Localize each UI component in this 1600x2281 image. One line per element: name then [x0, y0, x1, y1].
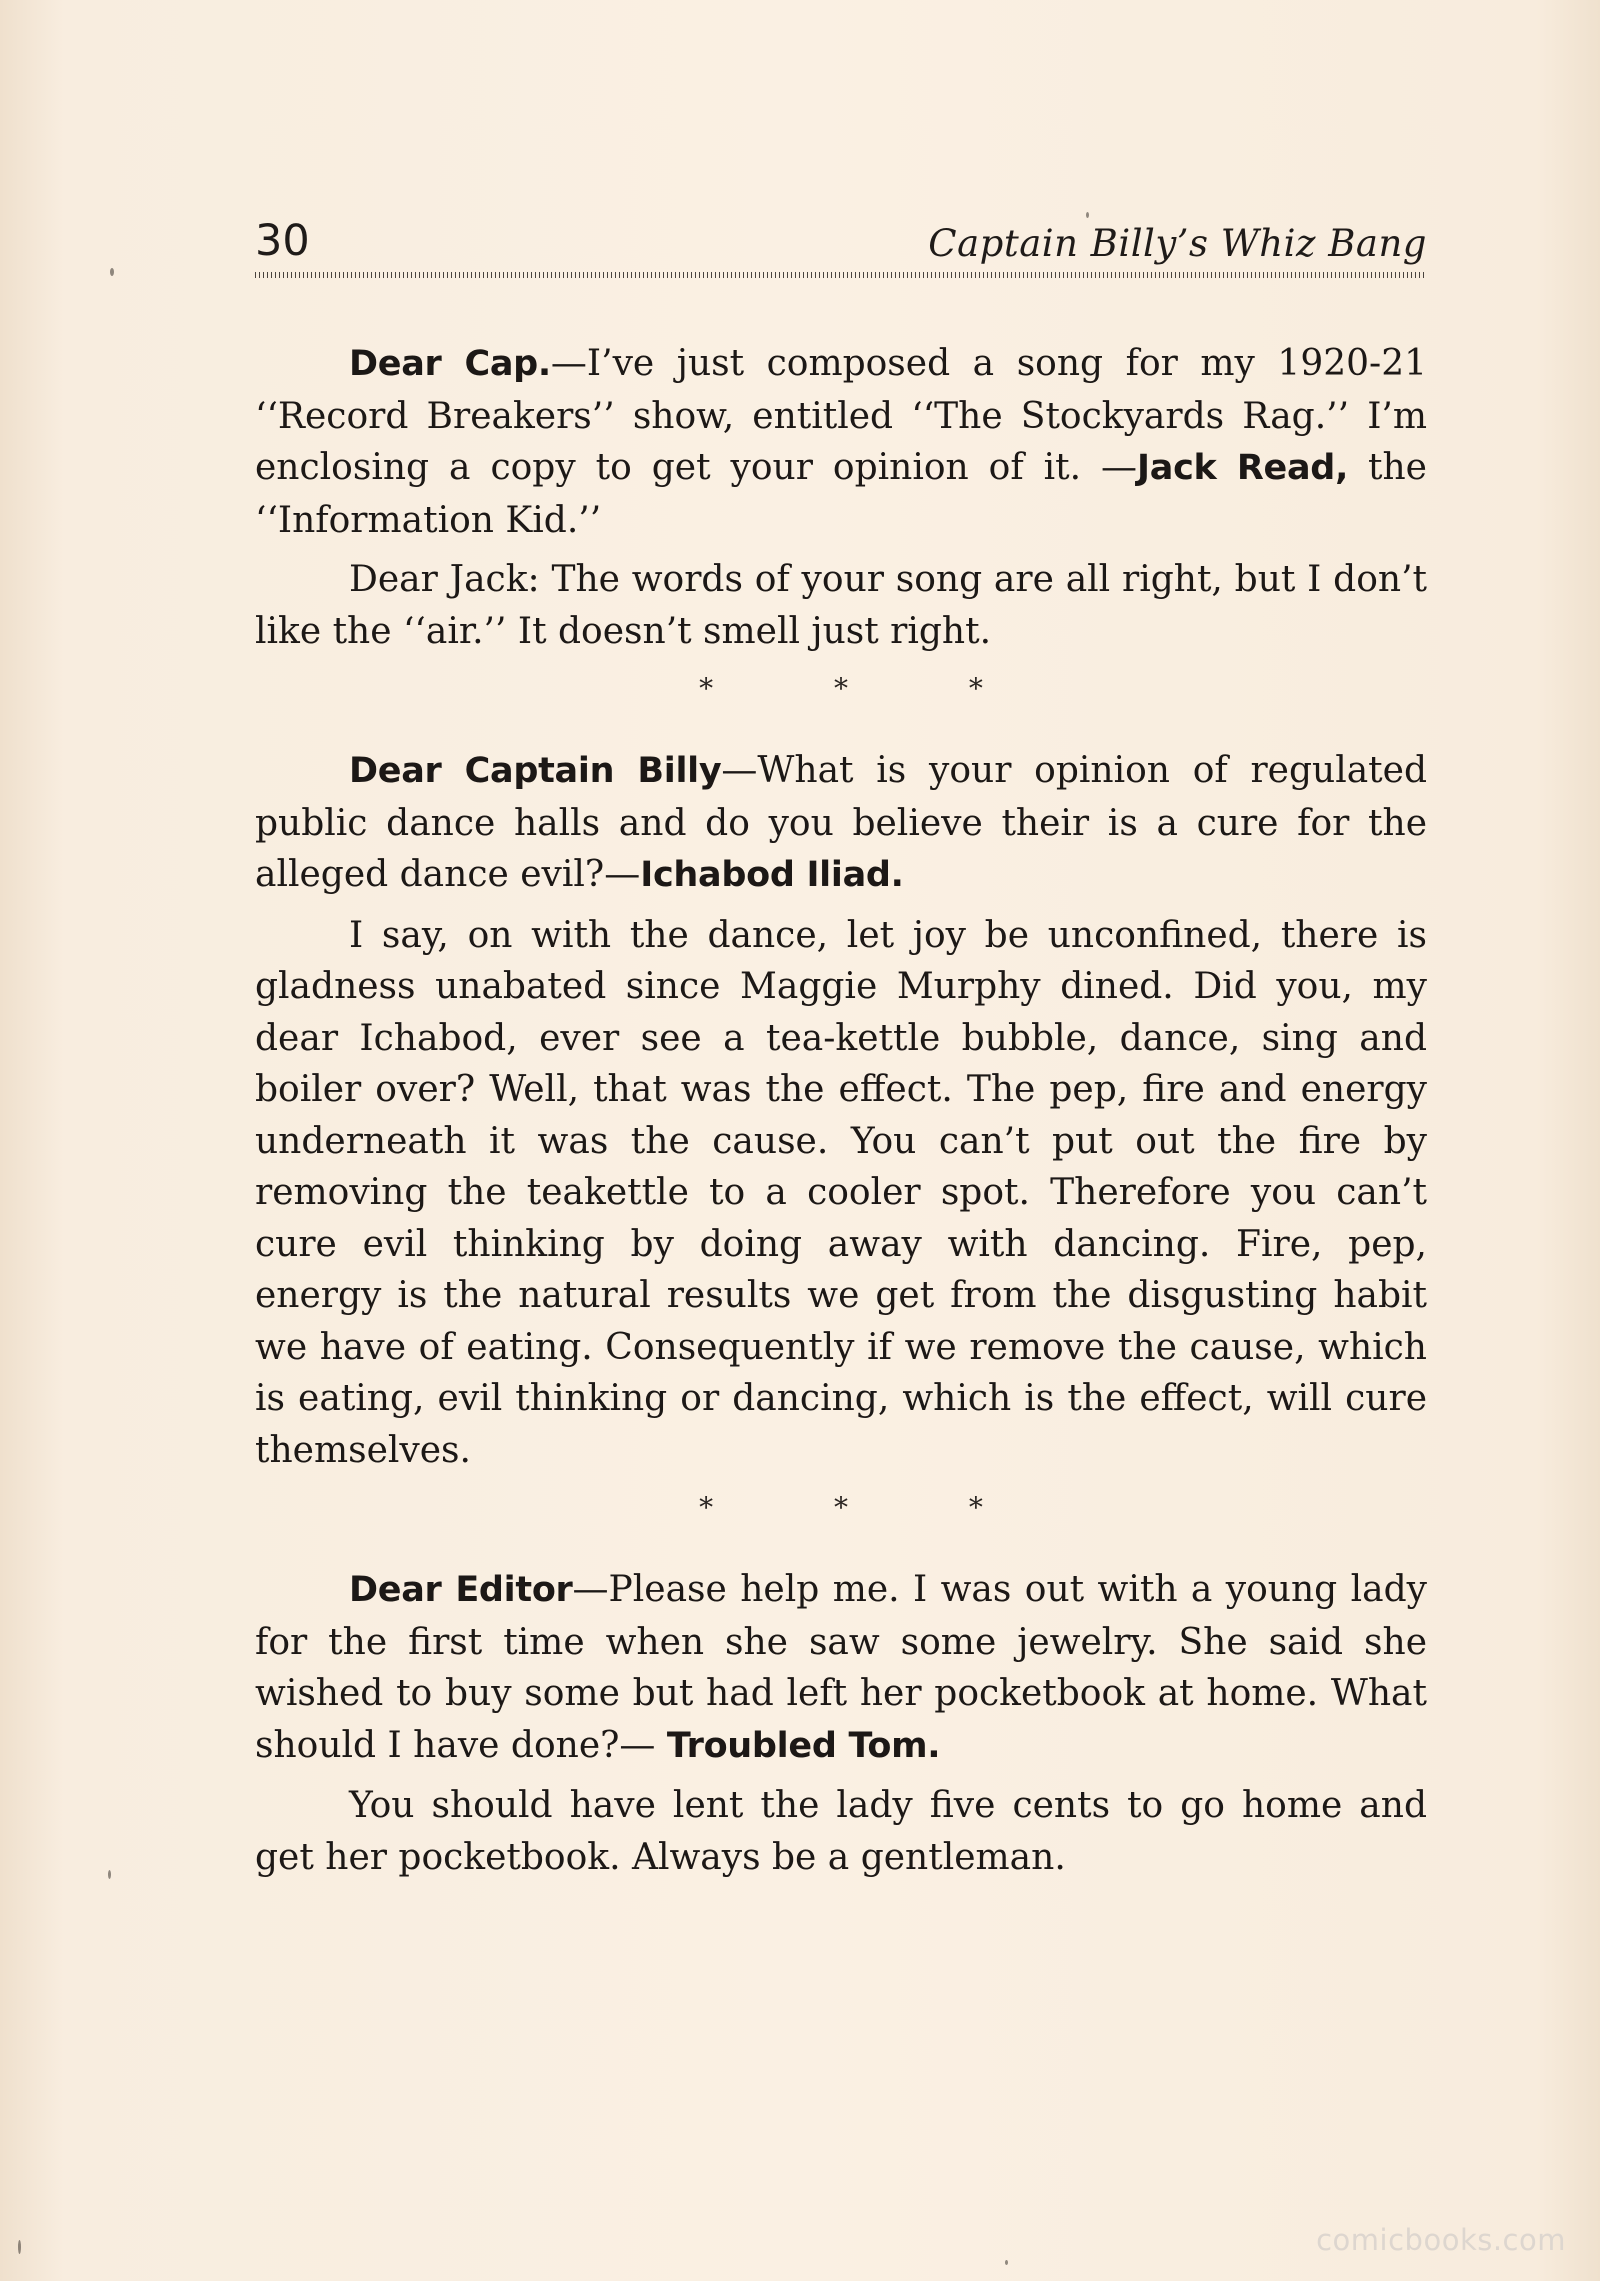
watermark: comicbooks.com	[1316, 2223, 1566, 2257]
paper-speck	[1005, 2260, 1008, 2265]
page-number: 30	[255, 216, 310, 266]
letter-3-body: —Please help me. I was out with a young lady for the first time when she saw some jewelry. She said she wished to buy some but had left her pocketbook at home. What should I have done?—	[255, 1569, 1427, 1766]
page-content	[255, 338, 1427, 1895]
letter-1-signer-suffix: the ‘‘Information Kid.’’	[255, 447, 1427, 541]
letter-3-reply: You should have lent the lady five cents to go home and get her pocketbook. Always be a gentleman.	[255, 1785, 1427, 1878]
letter-1-body: —I’ve just composed a song for my 1920-21 ‘‘Record Breakers’’ show, entitled ‘‘The Stockyards Rag.’’ I’m enclosing a copy to get your opinion of it.	[255, 343, 1428, 488]
header-rule	[255, 272, 1427, 278]
section-separator: * * *	[699, 1491, 1039, 1524]
paper-speck	[18, 2240, 21, 2254]
paper-speck	[1086, 212, 1089, 218]
page-header	[255, 208, 1427, 278]
letter-3-salutation: Dear Editor	[349, 1570, 573, 1610]
letter-2-body: —What is your opinion of regulated public dance halls and do you believe their is a cure for the alleged dance evil?—	[255, 750, 1427, 895]
section-separator: * * *	[699, 672, 1039, 705]
letter-3	[255, 1564, 1427, 1772]
letter-2-reply: I say, on with the dance, let joy be unconfined, there is gladness unabated since Maggie Murphy dined. Did you, my dear Ichabod, ever see a tea-kettle bubble, dance, sing and boiler over? Well, that was the effect. The pep, fire and energy underneath it was the cause. You can’t put out the fire by removing the teakettle to a cooler spot. Therefore you can’t cure evil thinking by doing away with dancing. Fire, pep, energy is the natural results we get from the disgusting habit we have of eating. Consequently if we remove the cause, which is eating, evil thinking or dancing, which is the effect, will cure themselves.	[255, 914, 1427, 1471]
letter-2-signer: Ichabod Iliad.	[640, 855, 904, 895]
running-title: Captain Billy’s Whiz Bang	[928, 222, 1427, 265]
paper-speck	[110, 268, 114, 276]
letter-1-salutation: Dear Cap.	[349, 344, 551, 384]
paper-speck	[108, 1870, 111, 1879]
letter-2	[255, 745, 1427, 902]
letter-1-signer: Jack Read,	[1137, 448, 1349, 488]
letter-1-signer-prefix: —	[1101, 447, 1138, 488]
letter-1-reply: Dear Jack: The words of your song are all right, but I don’t like the ‘‘air.’’ It doesn’t smell just right.	[255, 559, 1427, 652]
letter-1	[255, 338, 1427, 546]
letter-3-signer: Troubled Tom.	[666, 1725, 941, 1766]
letter-2-salutation: Dear Captain Billy	[349, 751, 722, 791]
